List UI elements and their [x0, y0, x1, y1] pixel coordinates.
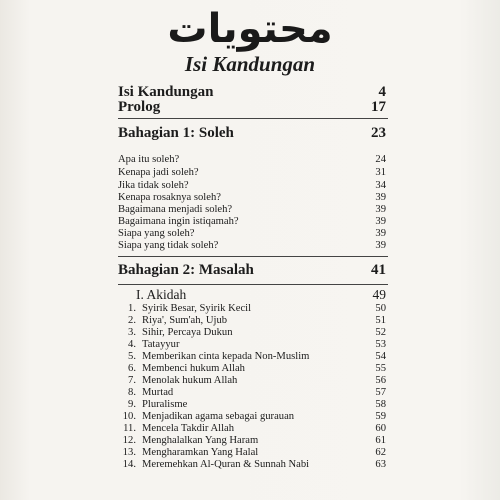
toc-entry-page: 53: [375, 339, 386, 350]
toc-entry-label: Memberikan cinta kepada Non-Muslim: [142, 351, 310, 362]
toc-entry-label: Tatayyur: [142, 339, 180, 350]
toc-entry-number: 2.: [128, 315, 136, 326]
toc-subentry-label: Bagaimana menjadi soleh?: [118, 204, 233, 215]
toc-entry-number: 5.: [128, 351, 136, 362]
toc-entry-label: Prolog: [118, 99, 161, 115]
toc-entry-number: 4.: [128, 339, 136, 350]
toc-entry-page: 62: [375, 447, 386, 458]
toc-numbered-entry: [118, 303, 386, 314]
toc-part-title: Bahagian 1: Soleh: [118, 125, 234, 141]
toc-entry-number: 11.: [123, 423, 136, 434]
toc-entry-number: 3.: [128, 327, 136, 338]
toc-entry-page: 51: [375, 315, 386, 326]
toc-subentry-label: Kenapa rosaknya soleh?: [118, 192, 221, 203]
toc-subentry-page: 39: [375, 240, 386, 251]
toc-subentry-page: 39: [375, 192, 386, 203]
toc-subentry: [118, 180, 386, 191]
toc-entry-label: Membenci hukum Allah: [142, 363, 245, 374]
toc-numbered-entry: [118, 435, 386, 446]
toc-entry-page: 58: [375, 399, 386, 410]
toc-subentry-page: 39: [375, 216, 386, 227]
toc-entry-label: Murtad: [142, 387, 174, 398]
toc-numbered-entry: [118, 423, 386, 434]
page-subtitle: Isi Kandungan: [184, 52, 316, 76]
toc-entry-number: 1.: [128, 303, 136, 314]
toc-entry-label: Syirik Besar, Syirik Kecil: [142, 303, 252, 314]
toc-entry-page: 54: [375, 351, 386, 362]
toc-numbered-entry: [118, 411, 386, 422]
toc-entry-number: 12.: [122, 435, 136, 446]
toc-part-page: 23: [371, 125, 386, 141]
toc-subentry-page: 24: [375, 154, 386, 165]
toc-entry-number: 8.: [128, 387, 136, 398]
toc-numbered-entry: [118, 327, 386, 338]
toc-entry-page: 52: [375, 327, 386, 338]
toc-numbered-entry: [118, 351, 386, 362]
toc-section-akidah: [118, 287, 386, 303]
toc-subentry-page: 34: [375, 180, 386, 191]
toc-entry-label: Meremehkan Al-Quran & Sunnah Nabi: [142, 459, 310, 470]
toc-subentry: [118, 228, 386, 239]
toc-entry-label: Menjadikan agama sebagai gurauan: [142, 411, 295, 422]
toc-subentry: [118, 192, 386, 203]
toc-entry-number: 14.: [122, 459, 136, 470]
toc-section-page: 49: [372, 287, 386, 302]
toc-entry-page: 55: [375, 363, 386, 374]
toc-subentry-label: Jika tidak soleh?: [118, 180, 189, 191]
toc-entry-number: 10.: [122, 411, 136, 422]
toc-entry-page: 50: [375, 303, 386, 314]
toc-numbered-entry: [118, 339, 386, 350]
toc-part-page: 41: [371, 262, 386, 278]
toc-entry-page: 57: [375, 387, 386, 398]
toc-subentry: [118, 216, 386, 227]
arabic-title: محتويات: [167, 6, 333, 52]
toc-entry-page: 17: [371, 99, 386, 115]
toc-entry-number: 7.: [128, 375, 136, 386]
toc-entry-number: 9.: [128, 399, 136, 410]
toc-subentry-label: Siapa yang soleh?: [118, 228, 195, 239]
toc-part-1: [118, 125, 386, 142]
toc-entry-prolog: [118, 99, 386, 116]
toc-subentry-label: Apa itu soleh?: [118, 154, 180, 165]
toc-subentry: [118, 240, 386, 251]
toc-subentry: [118, 154, 386, 165]
toc-numbered-entry: [118, 363, 386, 374]
divider-rule: [118, 256, 388, 257]
toc-numbered-entry: [118, 399, 386, 410]
toc-entry-label: Menghalalkan Yang Haram: [142, 435, 259, 446]
toc-subentry-label: Bagaimana ingin istiqamah?: [118, 216, 239, 227]
toc-entry-page: 63: [375, 459, 386, 470]
divider-rule: [118, 118, 388, 119]
divider-rule: [118, 284, 388, 285]
toc-entry-label: Mengharamkan Yang Halal: [142, 447, 259, 458]
toc-entry-label: Mencela Takdir Allah: [142, 423, 235, 434]
toc-entry-label: Sihir, Percaya Dukun: [142, 327, 233, 338]
toc-subentry-label: Kenapa jadi soleh?: [118, 167, 199, 178]
toc-numbered-entry: [118, 387, 386, 398]
toc-entry-number: 13.: [122, 447, 136, 458]
toc-subentry-page: 39: [375, 204, 386, 215]
toc-subentry-label: Siapa yang tidak soleh?: [118, 240, 219, 251]
toc-entry-label: Isi Kandungan: [118, 84, 214, 100]
toc-subentry: [118, 204, 386, 215]
toc-entry-page: 4: [378, 84, 386, 100]
toc-numbered-entry: [118, 315, 386, 326]
toc-entry-page: 59: [375, 411, 386, 422]
toc-numbered-entry: [118, 459, 386, 470]
toc-entry-label: Menolak hukum Allah: [142, 375, 238, 386]
toc-subentry: [118, 167, 386, 178]
toc-numbered-entry: [118, 447, 386, 458]
toc-entry-label: Pluralisme: [142, 399, 188, 410]
toc-section-label: I. Akidah: [136, 287, 187, 302]
toc-entry-page: 61: [375, 435, 386, 446]
toc-part-2: [118, 262, 386, 279]
toc-subentry-page: 31: [375, 167, 386, 178]
toc-numbered-entry: [118, 375, 386, 386]
toc-entry-page: 60: [375, 423, 386, 434]
toc-entry-label: Riya', Sum'ah, Ujub: [142, 315, 228, 326]
toc-part-title: Bahagian 2: Masalah: [118, 262, 254, 278]
toc-entry-page: 56: [375, 375, 386, 386]
toc-subentry-page: 39: [375, 228, 386, 239]
toc-entry-number: 6.: [128, 363, 136, 374]
